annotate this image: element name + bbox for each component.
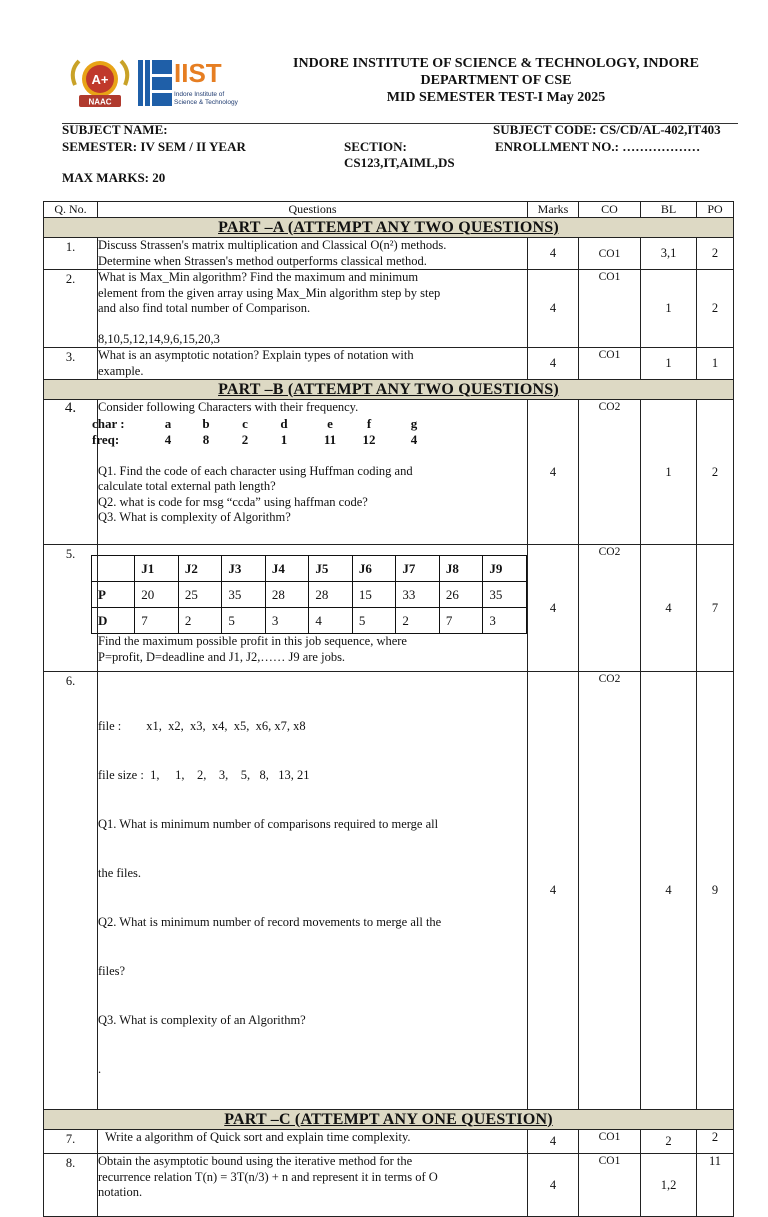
table-header-row — [44, 202, 734, 218]
bl-1: 3,1 — [641, 238, 697, 270]
enrollment-no: ENROLLMENT NO.: ……………… — [495, 139, 701, 154]
job-label: J7 — [396, 556, 440, 582]
deadline-cell: 5 — [352, 608, 396, 634]
profit-cell: 25 — [178, 582, 222, 608]
profit-cell: 28 — [265, 582, 309, 608]
char-cell: g — [410, 415, 418, 431]
q5-line: Find the maximum possible profit in this job sequence, where — [98, 634, 407, 648]
bl-2: 1 — [641, 270, 697, 348]
q8-line: notation. — [98, 1185, 143, 1199]
question-row-2 — [44, 270, 734, 348]
job-label: J5 — [309, 556, 353, 582]
marks-7: 4 — [528, 1130, 579, 1154]
q2-array: 8,10,5,12,14,9,6,15,20,3 — [98, 331, 220, 346]
char-cell: a — [164, 415, 172, 431]
max-marks: MAX MARKS: 20 — [62, 170, 166, 185]
co-1: CO1 — [579, 238, 641, 270]
question-row-4 — [44, 400, 734, 545]
marks-3: 4 — [528, 348, 579, 380]
co-7: CO1 — [579, 1130, 641, 1154]
q4-subquestion: Q2. what is code for msg “ccda” using haffman code? — [98, 494, 368, 509]
freq-cell: 1 — [280, 431, 288, 447]
co-8: CO1 — [579, 1154, 641, 1217]
question-row-3 — [44, 348, 734, 380]
questions-table — [43, 201, 734, 1217]
question-3-text — [98, 348, 528, 380]
job-label: J6 — [352, 556, 396, 582]
qno-5: 5. — [44, 545, 98, 672]
bl-4: 1 — [641, 400, 697, 545]
char-cell: f — [366, 415, 372, 431]
bl-5: 4 — [641, 545, 697, 672]
co-5: CO2 — [579, 545, 641, 672]
profit-cell: 28 — [309, 582, 353, 608]
q8-line: recurrence relation T(n) = 3T(n/3) + n and represent it in terms of O — [98, 1169, 438, 1184]
semester: SEMESTER: IV SEM / II YEAR — [62, 139, 246, 154]
iist-wordmark: IIST — [174, 60, 222, 88]
q4-subquestion: Q1. Find the code of each character using Huffman coding and — [98, 463, 413, 478]
char-row — [92, 416, 527, 432]
po-2: 2 — [697, 270, 734, 348]
question-row-1 — [44, 238, 734, 270]
co-3: CO1 — [579, 348, 641, 380]
freq-cell: 12 — [362, 431, 376, 447]
part-b-row — [44, 380, 734, 400]
co-4: CO2 — [579, 400, 641, 545]
deadline-cell: 7 — [135, 608, 179, 634]
q1-line: Discuss Strassen's matrix multiplication and Classical O(n²) methods. — [98, 238, 447, 252]
col-po: PO — [697, 202, 734, 218]
q6-subquestion: Q1. What is minimum number of comparisons required to merge all — [98, 817, 439, 831]
part-a-row — [44, 218, 734, 238]
q5-line: P=profit, D=deadline and J1, J2,…… J9 are jobs. — [98, 649, 346, 664]
deadline-cell: 7 — [439, 608, 483, 634]
co-2: CO1 — [579, 270, 641, 348]
part-a-heading: PART –A (ATTEMPT ANY TWO QUESTIONS) — [44, 218, 734, 238]
q8-line: Obtain the asymptotic bound using the iterative method for the — [98, 1154, 413, 1168]
job-label: J3 — [222, 556, 266, 582]
col-co: CO — [579, 202, 641, 218]
freq-label: freq: — [92, 431, 120, 447]
section-label: SECTION: — [344, 139, 407, 154]
char-cell: b — [202, 415, 210, 431]
question-row-7 — [44, 1130, 734, 1154]
question-row-5 — [44, 545, 734, 672]
question-5-text — [98, 545, 528, 672]
co-6: CO2 — [579, 672, 641, 1110]
question-4-text — [92, 400, 528, 545]
col-marks: Marks — [528, 202, 579, 218]
marks-5: 4 — [528, 545, 579, 672]
po-5: 7 — [697, 545, 734, 672]
job-corner — [92, 556, 135, 582]
po-8: 11 — [697, 1154, 734, 1217]
profit-label: P — [92, 582, 135, 608]
q4-subquestion: calculate total external path length? — [98, 479, 276, 493]
job-label: J2 — [178, 556, 222, 582]
naac-grade: A+ — [91, 72, 109, 87]
freq-row — [92, 432, 527, 448]
department-name: DEPARTMENT OF CSE — [420, 73, 572, 88]
deadline-cell: 4 — [309, 608, 353, 634]
qno-2: 2. — [44, 270, 98, 348]
institute-name: INDORE INSTITUTE OF SCIENCE & TECHNOLOGY, INDORE — [293, 56, 699, 71]
q6-subquestion: files? — [98, 964, 126, 978]
q4-subquestion: Q3. What is complexity of Algorithm? — [98, 510, 291, 524]
bl-7: 2 — [641, 1130, 697, 1154]
part-c-row — [44, 1110, 734, 1130]
section-value: CS123,IT,AIML,DS — [344, 155, 455, 170]
naac-label: NAAC — [88, 97, 112, 107]
marks-4: 4 — [528, 400, 579, 545]
subject-code: SUBJECT CODE: CS/CD/AL-402,IT403 — [493, 122, 721, 137]
q3-line: What is an asymptotic notation? Explain types of notation with — [98, 348, 414, 362]
job-table — [91, 555, 527, 634]
deadline-row — [92, 608, 527, 634]
question-1-text — [98, 238, 528, 270]
po-7: 2 — [697, 1130, 734, 1154]
profit-cell: 26 — [439, 582, 483, 608]
q6-sizes: file size : 1, 1, 2, 3, 5, 8, 13, 21 — [98, 768, 310, 782]
col-bl: BL — [641, 202, 697, 218]
job-label: J8 — [439, 556, 483, 582]
char-cell: e — [327, 415, 333, 431]
deadline-cell: 2 — [178, 608, 222, 634]
qno-8: 8. — [44, 1154, 98, 1217]
deadline-cell: 3 — [265, 608, 309, 634]
iist-tagline-1: Indore Institute of — [174, 91, 225, 98]
freq-cell: 2 — [241, 431, 249, 447]
col-questions: Questions — [98, 202, 528, 218]
q6-files: file : x1, x2, x3, x4, x5, x6, x7, x8 — [98, 719, 306, 733]
profit-cell: 35 — [222, 582, 266, 608]
profit-cell: 15 — [352, 582, 396, 608]
profit-cell: 20 — [135, 582, 179, 608]
q6-subquestion: the files. — [98, 866, 142, 880]
freq-cell: 8 — [202, 431, 210, 447]
col-qno: Q. No. — [44, 202, 98, 218]
job-label: J4 — [265, 556, 309, 582]
char-label: char : — [92, 415, 125, 431]
deadline-cell: 2 — [396, 608, 440, 634]
deadline-cell: 5 — [222, 608, 266, 634]
q6-subquestion: Q2. What is minimum number of record movements to merge all the — [98, 915, 442, 929]
q2-line: and also find total number of Comparison. — [98, 301, 311, 315]
job-label: J1 — [135, 556, 179, 582]
q2-line: element from the given array using Max_Min algorithm step by step — [98, 285, 441, 300]
marks-2: 4 — [528, 270, 579, 348]
marks-8: 4 — [528, 1154, 579, 1217]
question-8-text — [98, 1154, 528, 1217]
part-c-heading: PART –C (ATTEMPT ANY ONE QUESTION) — [44, 1110, 734, 1130]
q6-subquestion: Q3. What is complexity of an Algorithm? — [98, 1013, 306, 1027]
part-b-heading: PART –B (ATTEMPT ANY TWO QUESTIONS) — [44, 380, 734, 400]
marks-1: 4 — [528, 238, 579, 270]
question-row-8 — [44, 1154, 734, 1217]
freq-cell: 4 — [164, 431, 172, 447]
question-6-text — [98, 672, 528, 1110]
po-1: 2 — [697, 238, 734, 270]
profit-row — [92, 582, 527, 608]
marks-6: 4 — [528, 672, 579, 1110]
subject-name: SUBJECT NAME: — [62, 122, 168, 137]
deadline-cell: 3 — [483, 608, 527, 634]
po-6: 9 — [697, 672, 734, 1110]
qno-4: 4. — [44, 400, 98, 545]
exam-title: MID SEMESTER TEST-I May 2025 — [386, 90, 606, 105]
job-header-row — [92, 556, 527, 582]
char-cell: d — [280, 415, 288, 431]
q3-line: example. — [98, 363, 144, 378]
profit-cell: 35 — [483, 582, 527, 608]
q6-trailing-dot: . — [98, 1062, 102, 1076]
profit-cell: 33 — [396, 582, 440, 608]
qno-3: 3. — [44, 348, 98, 380]
question-2-text — [98, 270, 528, 348]
question-7-text — [98, 1130, 528, 1154]
naac-logo — [65, 55, 135, 113]
freq-cell: 11 — [323, 431, 337, 447]
po-3: 1 — [697, 348, 734, 380]
qno-1: 1. — [44, 238, 98, 270]
question-row-6 — [44, 672, 734, 1110]
q4-line: Consider following Characters with their frequency. — [98, 400, 359, 414]
char-cell: c — [242, 415, 248, 431]
po-4: 2 — [697, 400, 734, 545]
bl-6: 4 — [641, 672, 697, 1110]
iist-logo — [138, 60, 246, 108]
q1-line: Determine when Strassen's method outperforms classical method. — [98, 253, 427, 268]
q2-line: What is Max_Min algorithm? Find the maximum and minimum — [98, 270, 419, 284]
bl-8: 1,2 — [641, 1154, 697, 1217]
deadline-label: D — [92, 608, 135, 634]
freq-cell: 4 — [410, 431, 418, 447]
iist-tagline-2: Science & Technology — [174, 99, 238, 106]
qno-7: 7. — [44, 1130, 98, 1154]
job-label: J9 — [483, 556, 527, 582]
bl-3: 1 — [641, 348, 697, 380]
qno-6: 6. — [44, 672, 98, 1110]
q7-line: Write a algorithm of Quick sort and explain time complexity. — [105, 1130, 411, 1144]
